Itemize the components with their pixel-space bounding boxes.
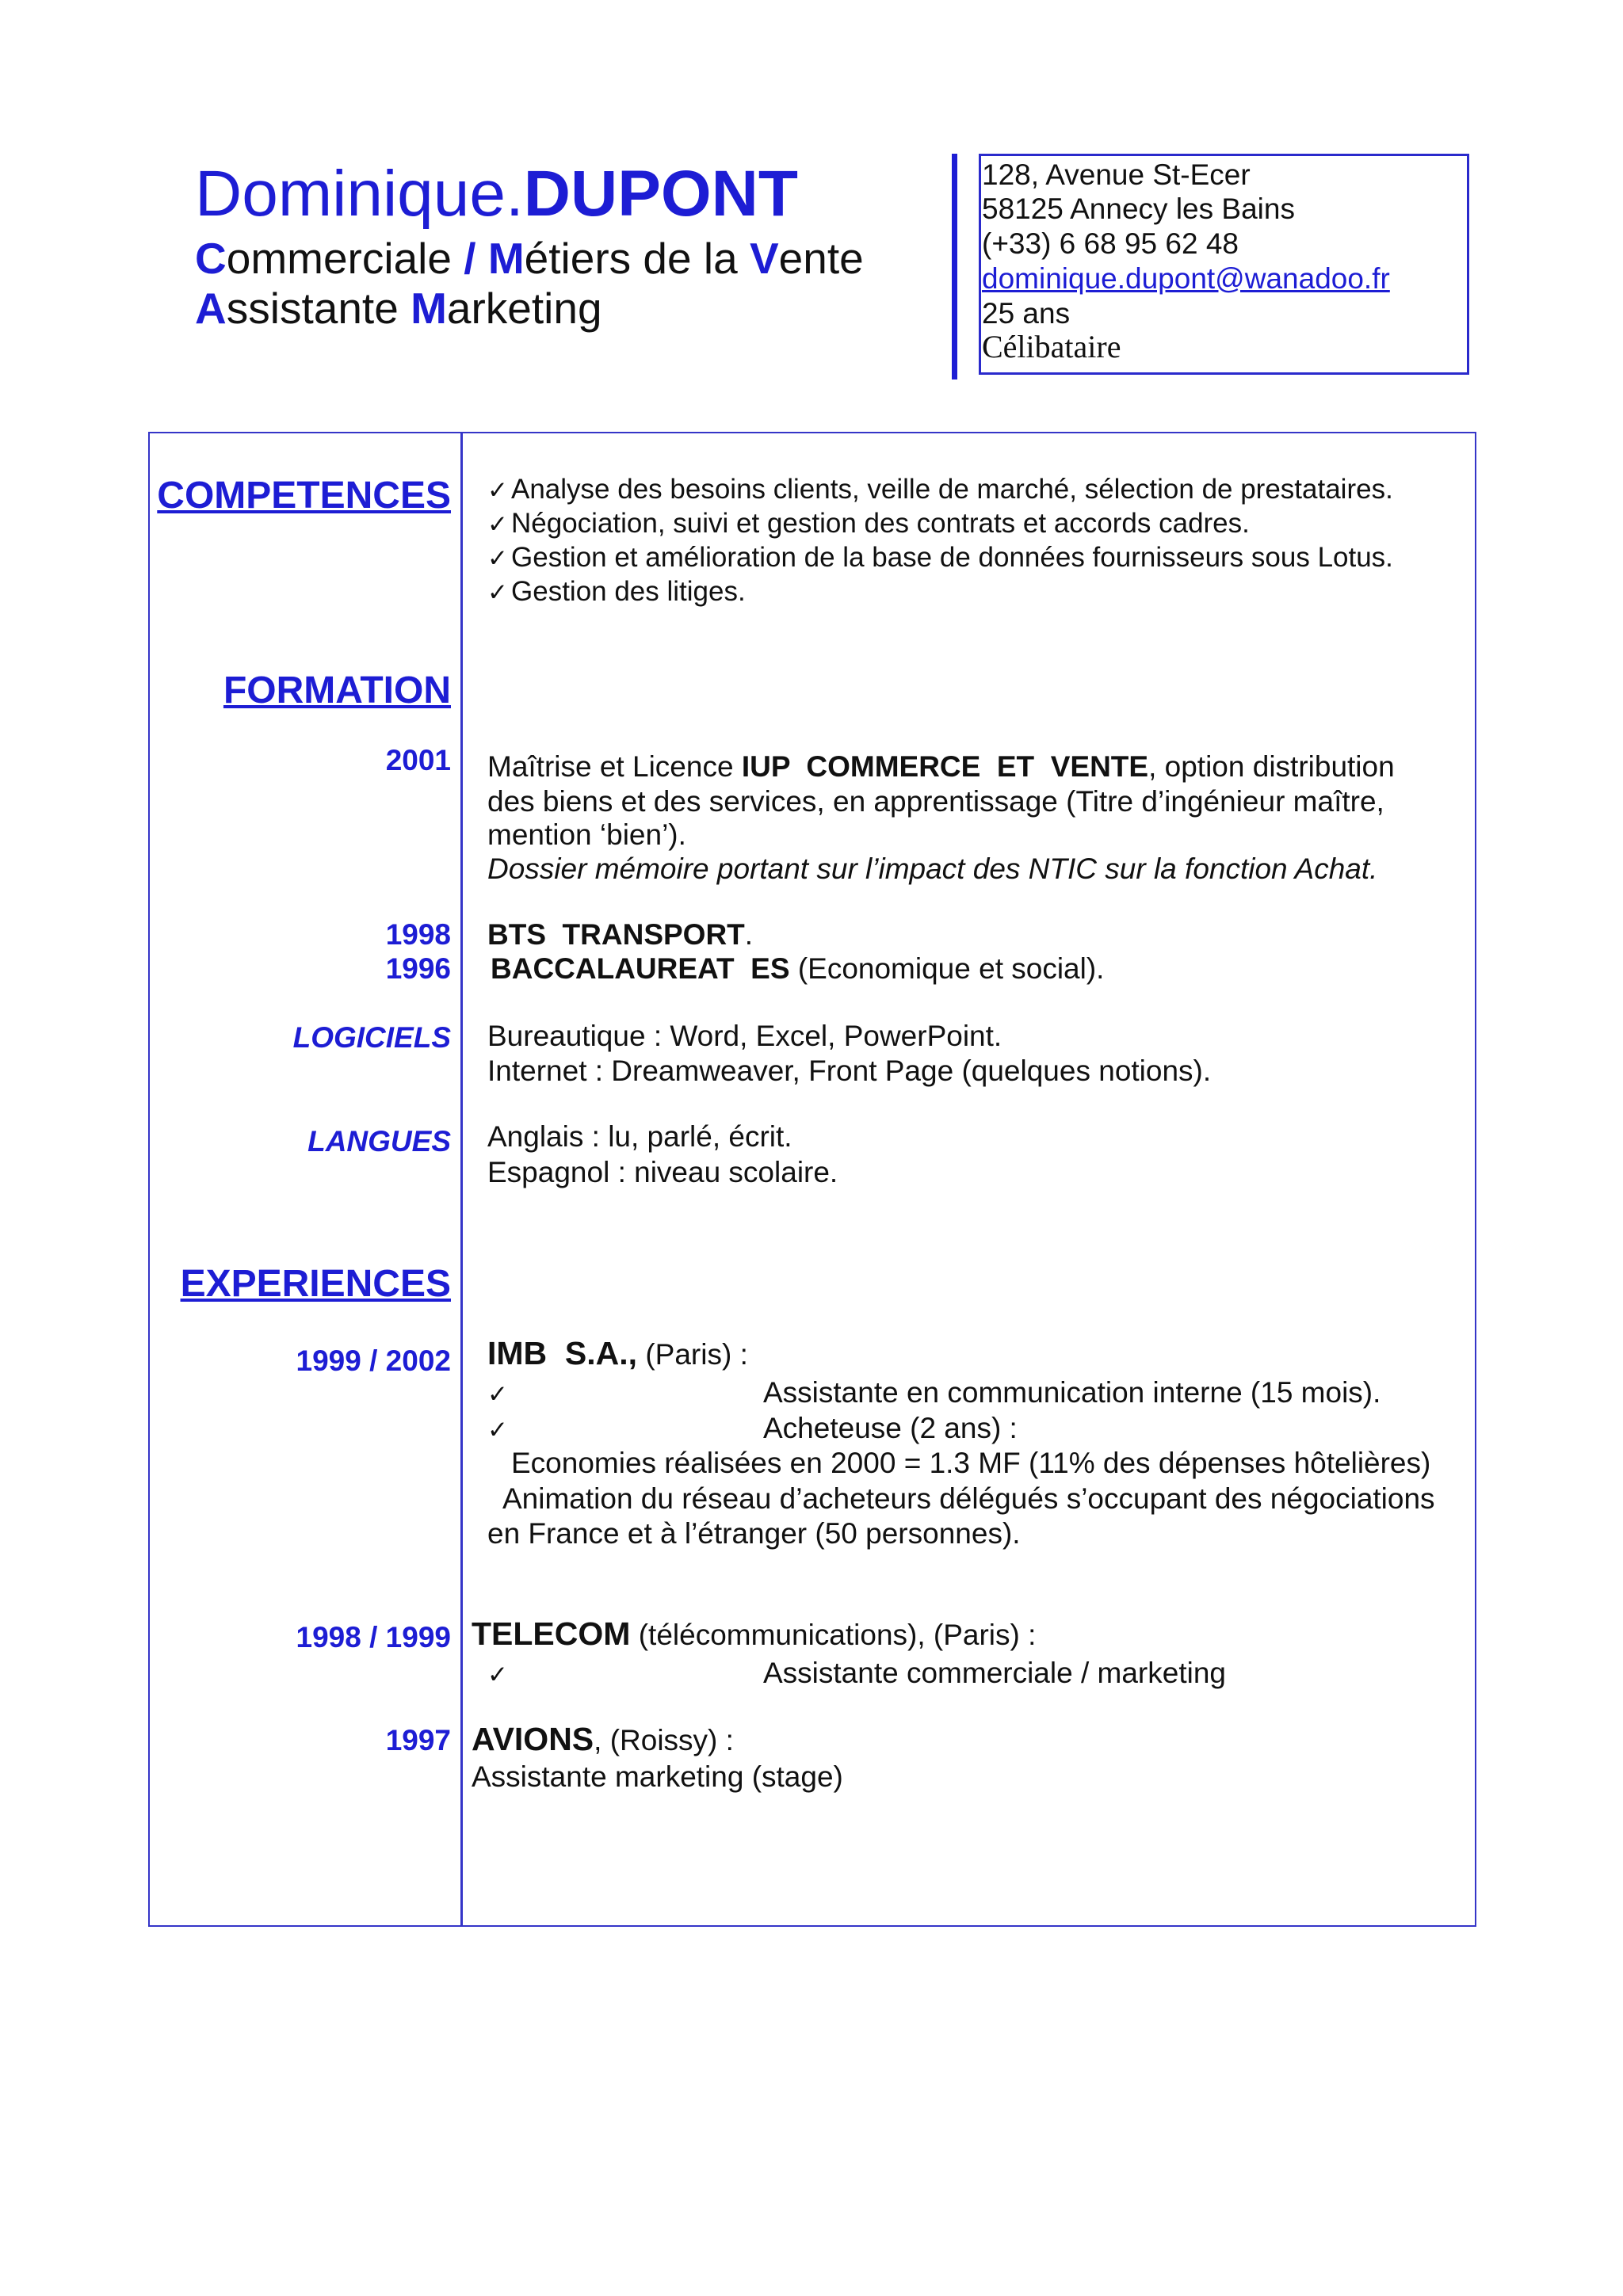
checkmark-icon: ✓	[487, 476, 508, 505]
period-label: 1999 / 2002	[296, 1344, 451, 1377]
formation-line	[487, 752, 1395, 781]
list-item	[487, 475, 1393, 503]
title-segment: ente	[778, 234, 864, 283]
role-text: Assistante commerciale / marketing	[763, 1657, 1226, 1689]
formation-rest: (Economique et social).	[789, 952, 1105, 985]
formation-line	[491, 954, 1104, 983]
title-initial: M	[487, 234, 525, 283]
checkmark-icon: ✓	[487, 1661, 508, 1689]
company-location: (télécommunications), (Paris) :	[630, 1619, 1037, 1651]
role-item	[487, 1413, 1018, 1443]
formation-line: des biens et des services, en apprentissage (Titre d’ingénieur maître,	[487, 785, 1384, 818]
role-text: Assistante en communication interne (15 mois).	[763, 1376, 1381, 1409]
formation-line: mention ‘bien’).	[487, 818, 686, 851]
title-segment: étiers de la	[524, 234, 750, 283]
list-item	[487, 543, 1393, 571]
marital-status: Célibataire	[982, 329, 1121, 364]
company-line	[487, 1337, 748, 1370]
period-label: 1998 / 1999	[296, 1621, 451, 1653]
subsection-label-langues: LANGUES	[307, 1125, 451, 1158]
company-line	[472, 1615, 1037, 1652]
experience-detail: Animation du réseau d’acheteurs délégués s’occupant des négociations	[502, 1482, 1435, 1515]
company-location: (Paris) :	[637, 1338, 748, 1371]
checkmark-icon: ✓	[487, 1416, 508, 1444]
software-line: Internet : Dreamweaver, Front Page (quelques notions).	[487, 1055, 1212, 1087]
title-initial: A	[195, 284, 227, 333]
job-title-line-1	[195, 234, 864, 283]
company-name: IMB S.A.,	[487, 1335, 638, 1371]
role-item	[487, 1378, 1381, 1407]
section-heading-formation: FORMATION	[223, 669, 451, 711]
checkmark-icon: ✓	[487, 578, 508, 607]
subsection-label-logiciels: LOGICIELS	[292, 1021, 451, 1054]
title-segment: ommerciale	[226, 234, 464, 283]
competence-text: Analyse des besoins clients, veille de marché, sélection de prestataires.	[511, 474, 1393, 505]
language-line: Anglais : lu, parlé, écrit.	[487, 1120, 792, 1153]
year-label: 1996	[385, 952, 451, 985]
checkmark-icon: ✓	[487, 1380, 508, 1409]
period-label: 1997	[385, 1724, 451, 1756]
last-name: DUPONT	[523, 158, 798, 230]
formation-rest: , option distribution	[1148, 750, 1395, 783]
phone-number: (+33) 6 68 95 62 48	[982, 227, 1239, 260]
competence-text: Gestion des litiges.	[511, 576, 746, 607]
email-link[interactable]: dominique.dupont@wanadoo.fr	[982, 262, 1390, 295]
checkmark-icon: ✓	[487, 544, 508, 573]
title-segment: ssistante	[226, 284, 411, 333]
title-initial: C	[195, 234, 227, 283]
degree-name: BACCALAUREAT ES	[491, 952, 790, 985]
experience-detail: en France et à l’étranger (50 personnes).	[487, 1517, 1021, 1550]
title-separator: /	[464, 234, 488, 283]
title-segment: arketing	[446, 284, 602, 333]
list-item	[487, 509, 1250, 537]
address-line-2: 58125 Annecy les Bains	[982, 193, 1295, 225]
candidate-name	[195, 158, 798, 230]
degree-name: IUP COMMERCE ET VENTE	[741, 750, 1149, 783]
experience-detail: Economies réalisées en 2000 = 1.3 MF (11% des dépenses hôtelières)	[511, 1447, 1431, 1479]
formation-intro: Maîtrise et Licence	[487, 750, 742, 783]
role-item	[487, 1658, 1226, 1688]
section-heading-experiences: EXPERIENCES	[180, 1263, 451, 1305]
company-name: AVIONS	[472, 1721, 594, 1757]
column-divider	[460, 432, 463, 1927]
job-title-line-2	[195, 284, 602, 333]
competence-text: Gestion et amélioration de la base de données fournisseurs sous Lotus.	[511, 542, 1393, 573]
title-initial: V	[749, 234, 779, 283]
company-location: , (Roissy) :	[594, 1724, 734, 1756]
company-name: TELECOM	[472, 1615, 631, 1652]
company-line	[472, 1723, 734, 1756]
formation-note: Dossier mémoire portant sur l’impact des NTIC sur la fonction Achat.	[487, 852, 1378, 885]
software-line: Bureautique : Word, Excel, PowerPoint.	[487, 1020, 1002, 1052]
formation-rest: .	[744, 918, 754, 951]
header-accent-bar	[952, 154, 957, 379]
formation-line	[487, 920, 753, 949]
degree-name: BTS TRANSPORT	[487, 918, 745, 951]
role-text: Acheteuse (2 ans) :	[763, 1412, 1018, 1444]
experience-detail: Assistante marketing (stage)	[472, 1760, 843, 1793]
age: 25 ans	[982, 297, 1071, 330]
title-initial: M	[411, 284, 447, 333]
year-label: 2001	[385, 744, 451, 776]
year-label: 1998	[385, 918, 451, 951]
first-name: Dominique.	[195, 158, 524, 230]
competence-text: Négociation, suivi et gestion des contrats et accords cadres.	[511, 508, 1250, 539]
list-item	[487, 578, 746, 605]
section-heading-competences: COMPETENCES	[157, 475, 451, 517]
language-line: Espagnol : niveau scolaire.	[487, 1156, 838, 1188]
checkmark-icon: ✓	[487, 510, 508, 539]
address-line-1: 128, Avenue St-Ecer	[982, 158, 1251, 191]
